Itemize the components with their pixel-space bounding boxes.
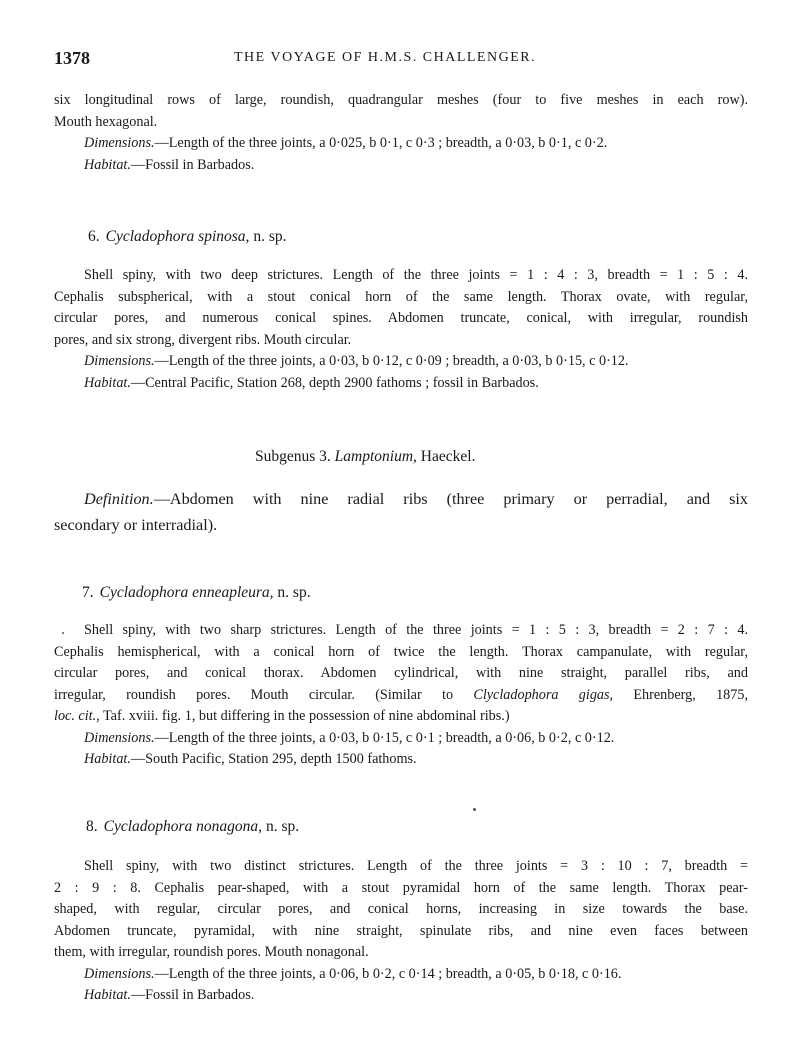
- definition-line: [54, 486, 748, 512]
- text-line: them, with irregular, roundish pores. Mouth nonagonal.: [54, 944, 369, 960]
- similar-species: Clycladophora gigas,: [473, 686, 614, 703]
- text-line: shaped, with regular, circular pores, and conical horns, increasing in size towards the base.: [54, 901, 748, 917]
- habitat-label: Habitat.: [84, 751, 131, 767]
- habitat-text: —Fossil in Barbados.: [130, 987, 255, 1003]
- dimensions-text: —Length of the three joints, a 0·03, b 0·15, c 0·1 ; breadth, a 0·06, b 0·2, c 0·12.: [154, 729, 615, 746]
- text-line: [54, 685, 748, 707]
- text-line: Cephalis hemispherical, with a conical horn of twice the length. Thorax campanulate, with regular,: [54, 643, 748, 660]
- subgenus-definition: [54, 486, 748, 538]
- species-number: 6.: [88, 228, 100, 245]
- species-suffix: n. sp.: [277, 584, 311, 601]
- text-segment: Taf. xviii. fig. 1, but differing in the possession of nine abdominal ribs.): [99, 708, 510, 724]
- text-line: pores, and six strong, divergent ribs. Mouth circular.: [54, 331, 352, 348]
- habitat-line: [54, 985, 748, 1007]
- species-name: Cycladophora spinosa,: [105, 228, 250, 245]
- habitat-text: —Fossil in Barbados.: [130, 156, 255, 173]
- print-speck: [473, 808, 476, 811]
- definition-label: Definition.: [84, 490, 154, 508]
- running-title: THE VOYAGE OF H.M.S. CHALLENGER.: [234, 50, 537, 65]
- text-line: [54, 706, 748, 728]
- species-8-heading: [86, 818, 299, 836]
- definition-text: —Abdomen with nine radial ribs (three primary or perradial, and six: [153, 490, 748, 508]
- dimensions-line: [54, 133, 748, 155]
- text-line: Mouth hexagonal.: [54, 113, 158, 130]
- species-6-heading: [88, 228, 286, 246]
- subgenus-author: Haeckel.: [420, 448, 476, 465]
- habitat-line: [54, 155, 748, 177]
- habitat-label: Habitat.: [84, 374, 131, 391]
- dimensions-label: Dimensions.: [84, 353, 155, 369]
- page-header: [54, 48, 754, 72]
- text-segment: Ehrenberg, 1875,: [613, 686, 748, 703]
- text-line: Cephalis subspherical, with a stout conical horn of the same length. Thorax ovate, with regular,: [54, 288, 748, 305]
- text-line: 2 : 9 : 8. Cephalis pear-shaped, with a stout pyramidal horn of the same length. Thorax pear-: [54, 879, 748, 896]
- dimensions-label: Dimensions.: [84, 965, 155, 982]
- text-line: Shell spiny, with two distinct strictures. Length of the three joints = 3 : 10 : 7, breadth =: [84, 858, 748, 874]
- text-line: Abdomen truncate, pyramidal, with nine straight, spinulate ribs, and nine even faces between: [54, 922, 748, 939]
- species-7-heading: [82, 584, 311, 602]
- dimensions-line: [54, 964, 748, 986]
- habitat-label: Habitat.: [84, 156, 131, 173]
- text-line: Shell spiny, with two deep strictures. Length of the three joints = 1 : 4 : 3, breadth = 1 : 5 : 4.: [84, 267, 748, 283]
- dimensions-text: —Length of the three joints, a 0·025, b 0·1, c 0·3 ; breadth, a 0·03, b 0·1, c 0·2.: [154, 135, 608, 151]
- text-line: six longitudinal rows of large, roundish, quadrangular meshes (four to five meshes in each row).: [54, 92, 748, 108]
- text-line: circular pores, and numerous conical spines. Abdomen truncate, conical, with irregular, roundish: [54, 310, 748, 326]
- species-7-description: [54, 620, 748, 771]
- species-6-description: [54, 265, 748, 394]
- continuation-paragraph: [54, 90, 748, 176]
- species-number: 7.: [82, 584, 94, 601]
- species-name: Cycladophora enneapleura,: [99, 584, 274, 601]
- habitat-line: [54, 749, 748, 771]
- species-8-description: [54, 856, 748, 1007]
- species-suffix: n. sp.: [265, 818, 300, 835]
- habitat-line: [54, 373, 748, 395]
- definition-line: secondary or interradial).: [54, 516, 218, 534]
- text-line: Shell spiny, with two sharp strictures. Length of the three joints = 1 : 5 : 3, breadth = 2 : 7 : 4.: [84, 622, 748, 638]
- text-line: circular pores, and conical thorax. Abdomen cylindrical, with nine straight, parallel ribs, and: [54, 665, 748, 681]
- dimensions-label: Dimensions.: [84, 729, 155, 746]
- subgenus-prefix: Subgenus 3.: [255, 448, 331, 465]
- dimensions-label: Dimensions.: [84, 135, 155, 151]
- dimensions-text: —Length of the three joints, a 0·03, b 0·12, c 0·09 ; breadth, a 0·03, b 0·15, c 0·12.: [154, 353, 629, 369]
- dimensions-line: [54, 728, 748, 750]
- habitat-text: —Central Pacific, Station 268, depth 2900 fathoms ; fossil in Barbados.: [130, 374, 539, 391]
- dimensions-text: —Length of the three joints, a 0·06, b 0·2, c 0·14 ; breadth, a 0·05, b 0·18, c 0·16.: [154, 965, 622, 982]
- text-segment: irregular, roundish pores. Mouth circular. (Similar to: [54, 686, 474, 703]
- subgenus-name: Lamptonium,: [334, 448, 417, 465]
- subgenus-heading: [255, 448, 475, 466]
- page-number: 1378: [54, 48, 90, 68]
- species-number: 8.: [86, 818, 98, 835]
- species-suffix: n. sp.: [253, 228, 287, 245]
- print-speck: [62, 632, 64, 634]
- habitat-text: —South Pacific, Station 295, depth 1500 fathoms.: [130, 751, 417, 767]
- habitat-label: Habitat.: [84, 987, 131, 1003]
- species-name: Cycladophora nonagona,: [103, 818, 263, 835]
- loc-cit-label: loc. cit.,: [54, 708, 100, 724]
- dimensions-line: [54, 351, 748, 373]
